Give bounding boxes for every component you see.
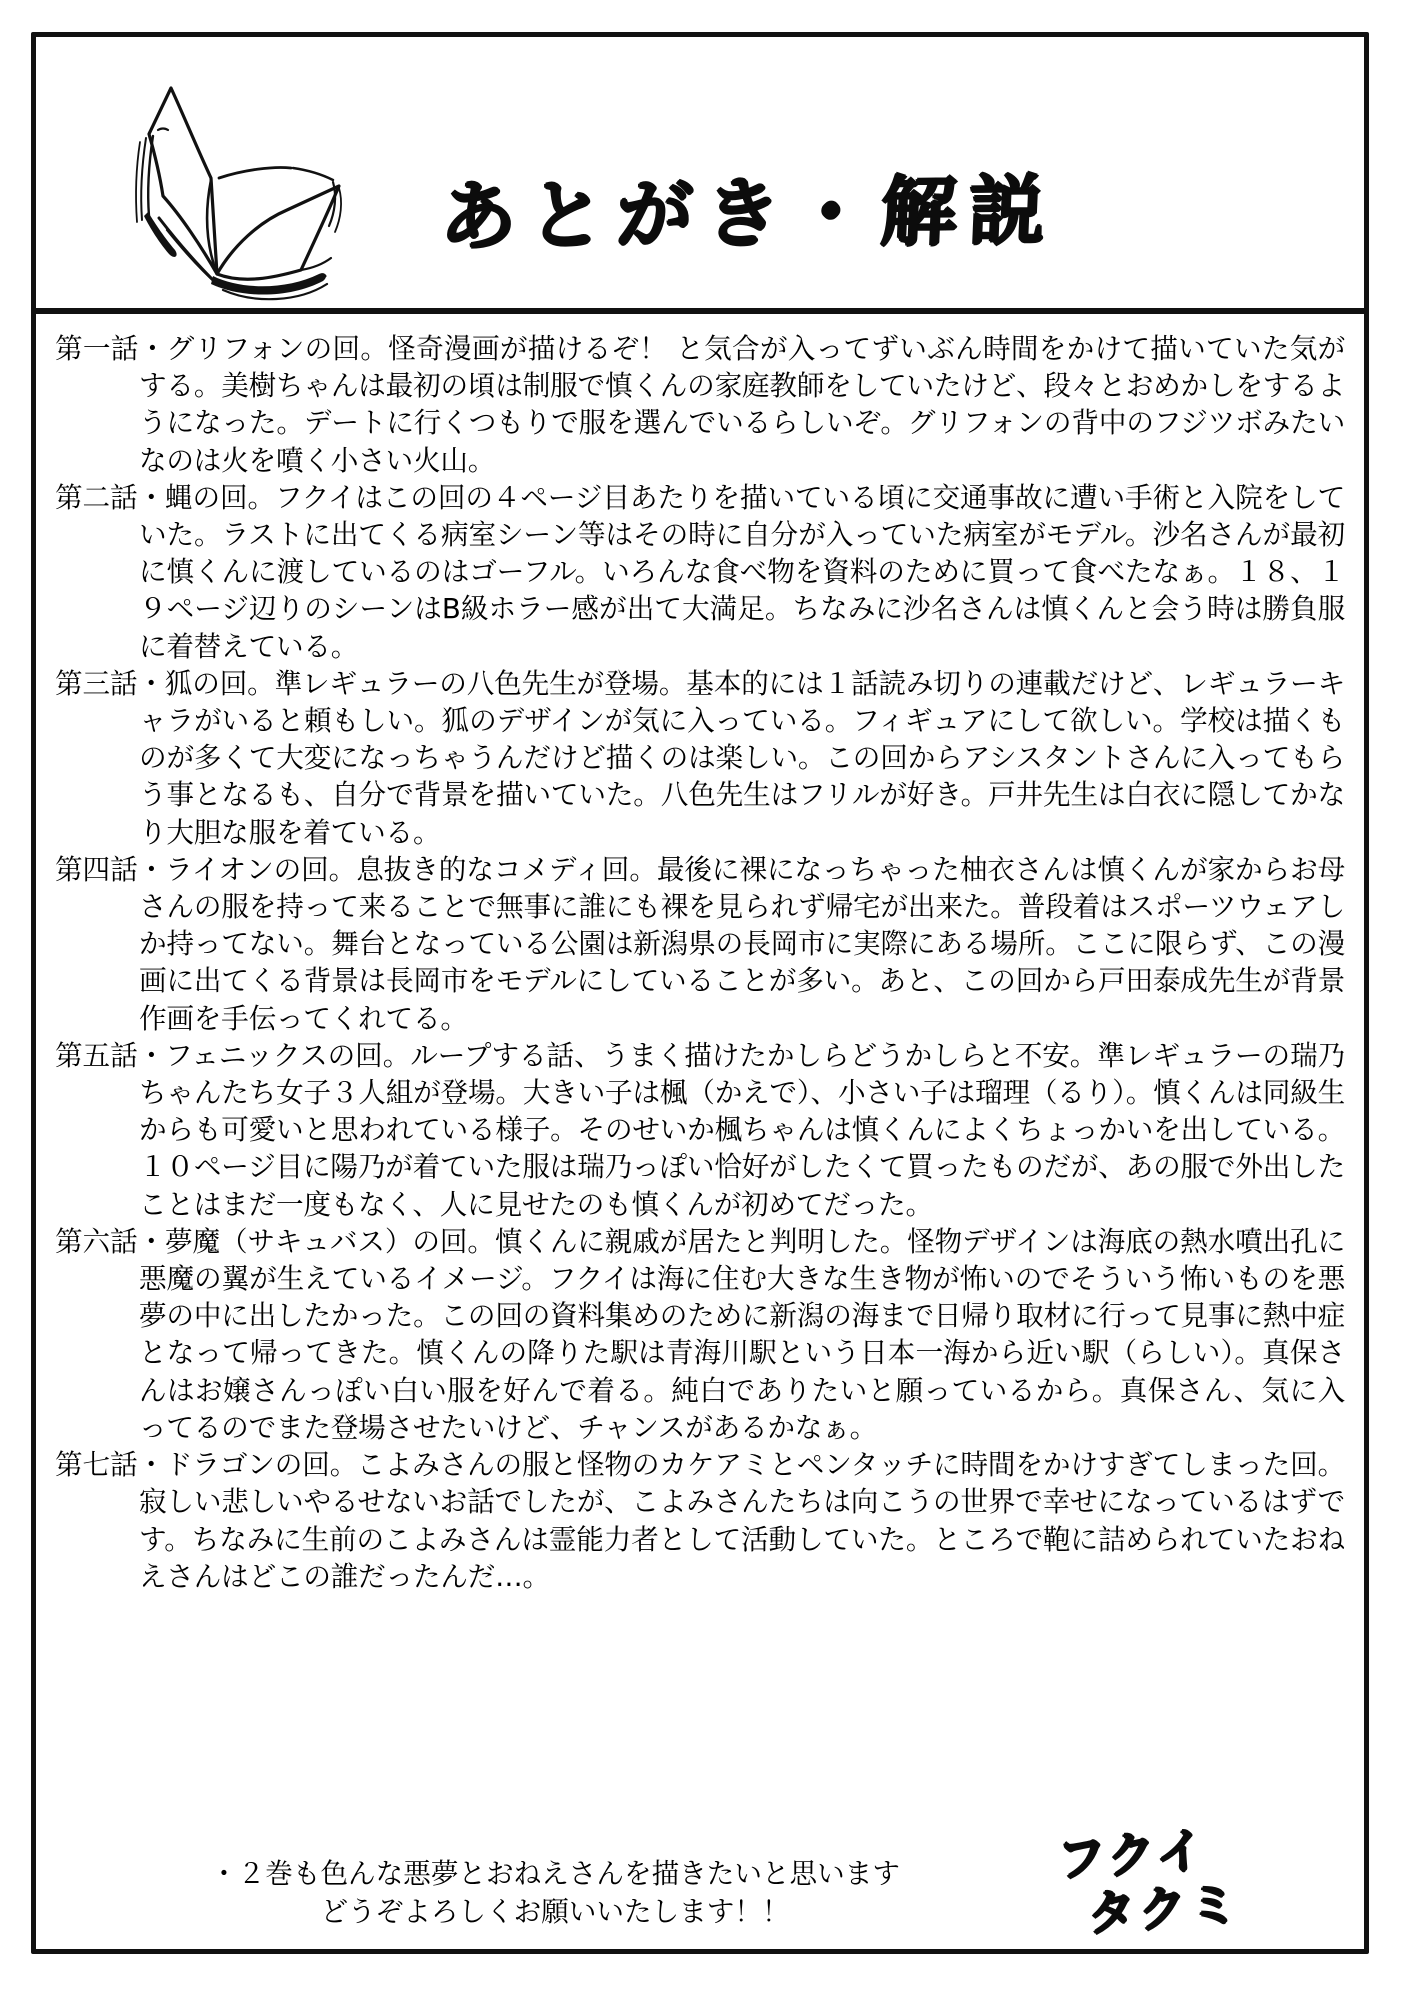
closing-line-2: どうぞよろしくお願いいたします！！ [320, 1895, 790, 1928]
entry-label: 第七話・ [55, 1448, 165, 1482]
entry-label: 第四話・ [55, 852, 166, 886]
page-title [438, 152, 1081, 262]
entry-label: 第二話・ [55, 480, 166, 514]
entry-label: 第五話・ [55, 1038, 166, 1072]
entry-label: 第六話・ [55, 1224, 165, 1258]
signature-line-1: フクイ [1056, 1822, 1209, 1889]
afterword-entry [55, 1037, 1345, 1223]
entry-label: 第三話・ [55, 666, 165, 700]
closing-message [55, 1855, 1055, 1931]
entry-text: グリフォンの回。怪奇漫画が描けるぞ！ と気合が入ってずいぶん時間をかけて描いていた気がする。美樹ちゃんは最初の頃は制服で慎くんの家庭教師をしていたけど、段々とおめかしをするようになった。デートに行くつもりで服を選んでいるらしいぞ。グリフォンの背中のフジツボみたいなのは火を噴く小さい火山。 [139, 332, 1346, 477]
author-signature [1056, 1817, 1314, 1952]
afterword-entry [55, 665, 1345, 851]
afterword-entry-list [55, 330, 1345, 1595]
entry-label: 第一話・ [55, 332, 167, 365]
afterword-entry [55, 851, 1345, 1037]
afterword-entry [55, 1446, 1345, 1595]
entry-text: ドラゴンの回。こよみさんの服と怪物のカケアミとペンタッチに時間をかけすぎてしまった回。寂しい悲しいやるせないお話でしたが、こよみさんたちは向こうの世界で幸せになっているはずです。ちなみに生前のこよみさんは霊能力者として活動していた。ところで鞄に詰められていたおねえさんはどこの誰だったんだ…。 [139, 1448, 1345, 1593]
entry-text: 夢魔（サキュバス）の回。慎くんに親戚が居たと判明した。怪物デザインは海底の熱水噴出孔に悪魔の翼が生えているイメージ。フクイは海に住む大きな生き物が怖いのでそういう怖いものを悪夢の中に出したかった。この回の資料集めのために新潟の海まで日帰り取材に行って見事に熱中症となって帰ってきた。慎くんの降りた駅は青海川駅という日本一海から近い駅（らしい）。真保さんはお嬢さんっぽい白い服を好んで着る。純白でありたいと願っているから。真保さん、気に入ってるのでまた登場させたいけど、チャンスがあるかなぁ。 [139, 1224, 1345, 1444]
afterword-entry [55, 1223, 1345, 1446]
closing-line-1: ・２巻も色んな悪夢とおねえさんを描きたいと思います [210, 1857, 900, 1890]
afterword-entry [55, 330, 1345, 479]
entry-text: ライオンの回。息抜き的なコメディ回。最後に裸になっちゃった柚衣さんは慎くんが家からお母さんの服を持って来ることで無事に誰にも裸を見られず帰宅が出来た。普段着はスポーツウェアしか持ってない。舞台となっている公園は新潟県の長岡市に実際にある場所。ここに限らず、この漫画に出てくる背景は長岡市をモデルにしていることが多い。あと、この回から戸田泰成先生が背景作画を手伝ってくれてる。 [139, 852, 1346, 1035]
entry-text: 蝿の回。フクイはこの回の４ページ目あたりを描いている頃に交通事故に遭い手術と入院をしていた。ラストに出てくる病室シーン等はその時に自分が入っていた病室がモデル。沙名さんが最初に慎くんに渡しているのはゴーフル。いろんな食べ物を資料のために買って食べたなぁ。１８、１９ページ辺りのシーンはB級ホラー感が出て大満足。ちなみに沙名さんは慎くんと会う時は勝負服に着替えている。 [139, 480, 1345, 663]
open-book-illustration-icon [101, 70, 366, 318]
afterword-entry [55, 479, 1345, 665]
header-divider-rule [31, 308, 1369, 314]
header-band [31, 32, 1369, 312]
signature-line-2: タクミ [1085, 1876, 1243, 1943]
entry-text: フェニックスの回。ループする話、うまく描けたかしらどうかしらと不安。準レギュラーの瑞乃ちゃんたち女子３人組が登場。大きい子は楓（かえで）、小さい子は瑠理（るり）。慎くんは同級生からも可愛いと思われている様子。そのせいか楓ちゃんは慎くんによくちょっかいを出している。１０ページ目に陽乃が着ていた服は瑞乃っぽい恰好がしたくて買ったものだが、あの服で外出したことはまだ一度もなく、人に見せたのも慎くんが初めてだった。 [139, 1038, 1346, 1221]
entry-text: 狐の回。準レギュラーの八色先生が登場。基本的には１話読み切りの連載だけど、レギュラーキャラがいると頼もしい。狐のデザインが気に入っている。フィギュアにして欲しい。学校は描くものが多くて大変になっちゃうんだけど描くのは楽しい。この回からアシスタントさんに入ってもらう事となるも、自分で背景を描いていた。八色先生はフリルが好き。戸井先生は白衣に隠してかなり大胆な服を着ている。 [139, 666, 1346, 849]
page-title-text: あとがき・解説 [438, 165, 1059, 261]
